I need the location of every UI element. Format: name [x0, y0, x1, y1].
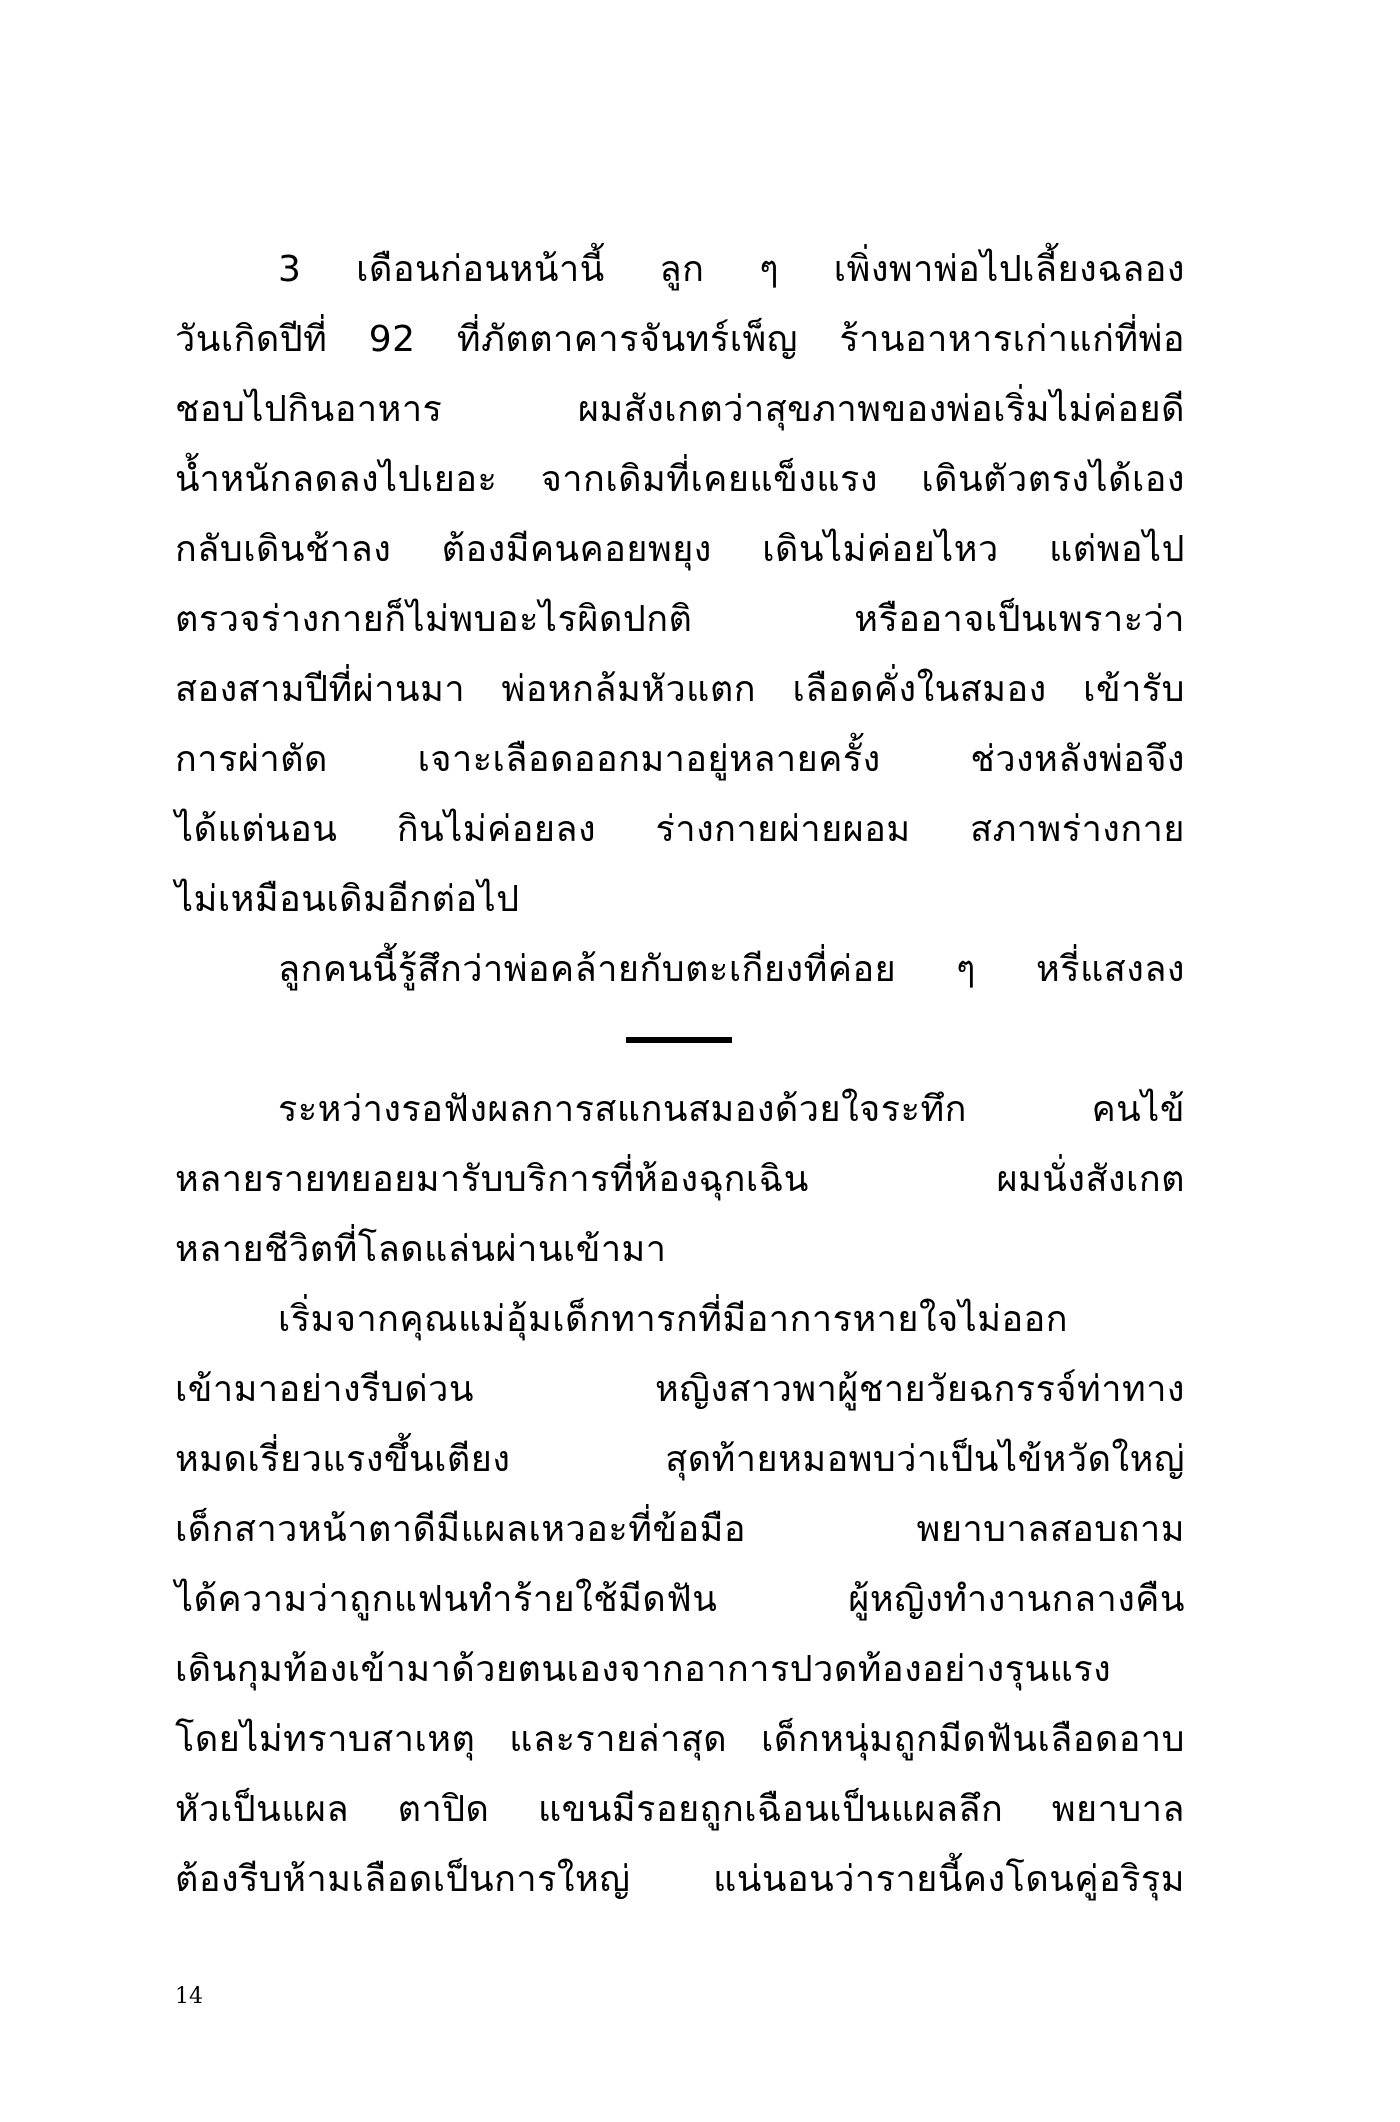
text-line: 3 เดือนก่อนหน้านี้ ลูก ๆ เพิ่งพาพ่อไปเลี้ยงฉลอง: [278, 249, 1185, 290]
text-line: ระหว่างรอฟังผลการสแกนสมองด้วยใจระทึก คนไข้: [278, 1089, 1185, 1130]
text-line: เข้ามาอย่างรีบด่วน หญิงสาวพาผู้ชายวัยฉกรรจ์ท่าทาง: [175, 1369, 1185, 1410]
text-line: วันเกิดปีที่ 92 ที่ภัตตาคารจันทร์เพ็ญ ร้านอาหารเก่าแก่ที่พ่อ: [175, 319, 1185, 360]
text-line: ลูกคนนี้รู้สึกว่าพ่อคล้ายกับตะเกียงที่ค่อย ๆ หรี่แสงลง: [278, 949, 1185, 990]
text-line: การผ่าตัด เจาะเลือดออกมาอยู่หลายครั้ง ช่วงหลังพ่อจึง: [175, 739, 1185, 780]
text-line: เด็กสาวหน้าตาดีมีแผลเหวอะที่ข้อมือ พยาบาลสอบถาม: [175, 1509, 1185, 1550]
section-divider: [626, 1037, 732, 1043]
text-line: ได้ความว่าถูกแฟนทำร้ายใช้มีดฟัน ผู้หญิงทำงานกลางคืน: [175, 1579, 1185, 1620]
text-line: สองสามปีที่ผ่านมา พ่อหกล้มหัวแตก เลือดคั่งในสมอง เข้ารับ: [175, 669, 1185, 710]
page-number: 14: [175, 1984, 203, 2009]
text-line: หมดเรี่ยวแรงขึ้นเตียง สุดท้ายหมอพบว่าเป็นไข้หวัดใหญ่: [175, 1439, 1185, 1480]
text-line: น้ำหนักลดลงไปเยอะ จากเดิมที่เคยแข็งแรง เดินตัวตรงได้เอง: [175, 459, 1185, 500]
paragraph-section-1: [175, 235, 1185, 1005]
text-line: ชอบไปกินอาหาร ผมสังเกตว่าสุขภาพของพ่อเริ่มไม่ค่อยดี: [175, 389, 1185, 430]
text-line: เดินกุมท้องเข้ามาด้วยตนเองจากอาการปวดท้องอย่างรุนแรง: [175, 1649, 1112, 1690]
text-line: หลายรายทยอยมารับบริการที่ห้องฉุกเฉิน ผมนั่งสังเกต: [175, 1159, 1185, 1200]
text-line: หัวเป็นแผล ตาปิด แขนมีรอยถูกเฉือนเป็นแผลลึก พยาบาล: [175, 1789, 1185, 1830]
text-line: กลับเดินช้าลง ต้องมีคนคอยพยุง เดินไม่ค่อยไหว แต่พอไป: [175, 529, 1185, 570]
text-line: หลายชีวิตที่โลดแล่นผ่านเข้ามา: [175, 1229, 667, 1270]
text-line: โดยไม่ทราบสาเหตุ และรายล่าสุด เด็กหนุ่มถูกมีดฟันเลือดอาบ: [175, 1719, 1185, 1760]
text-line: ต้องรีบห้ามเลือดเป็นการใหญ่ แน่นอนว่ารายนี้คงโดนคู่อริรุม: [175, 1859, 1185, 1900]
text-line: เริ่มจากคุณแม่อุ้มเด็กทารกที่มีอาการหายใจไม่ออก: [278, 1299, 1069, 1340]
text-line: ได้แต่นอน กินไม่ค่อยลง ร่างกายผ่ายผอม สภาพร่างกาย: [175, 809, 1185, 850]
text-line: ไม่เหมือนเดิมอีกต่อไป: [175, 879, 520, 920]
paragraph-section-2: [175, 1075, 1185, 1915]
text-line: ตรวจร่างกายก็ไม่พบอะไรผิดปกติ หรืออาจเป็นเพราะว่า: [175, 599, 1185, 640]
